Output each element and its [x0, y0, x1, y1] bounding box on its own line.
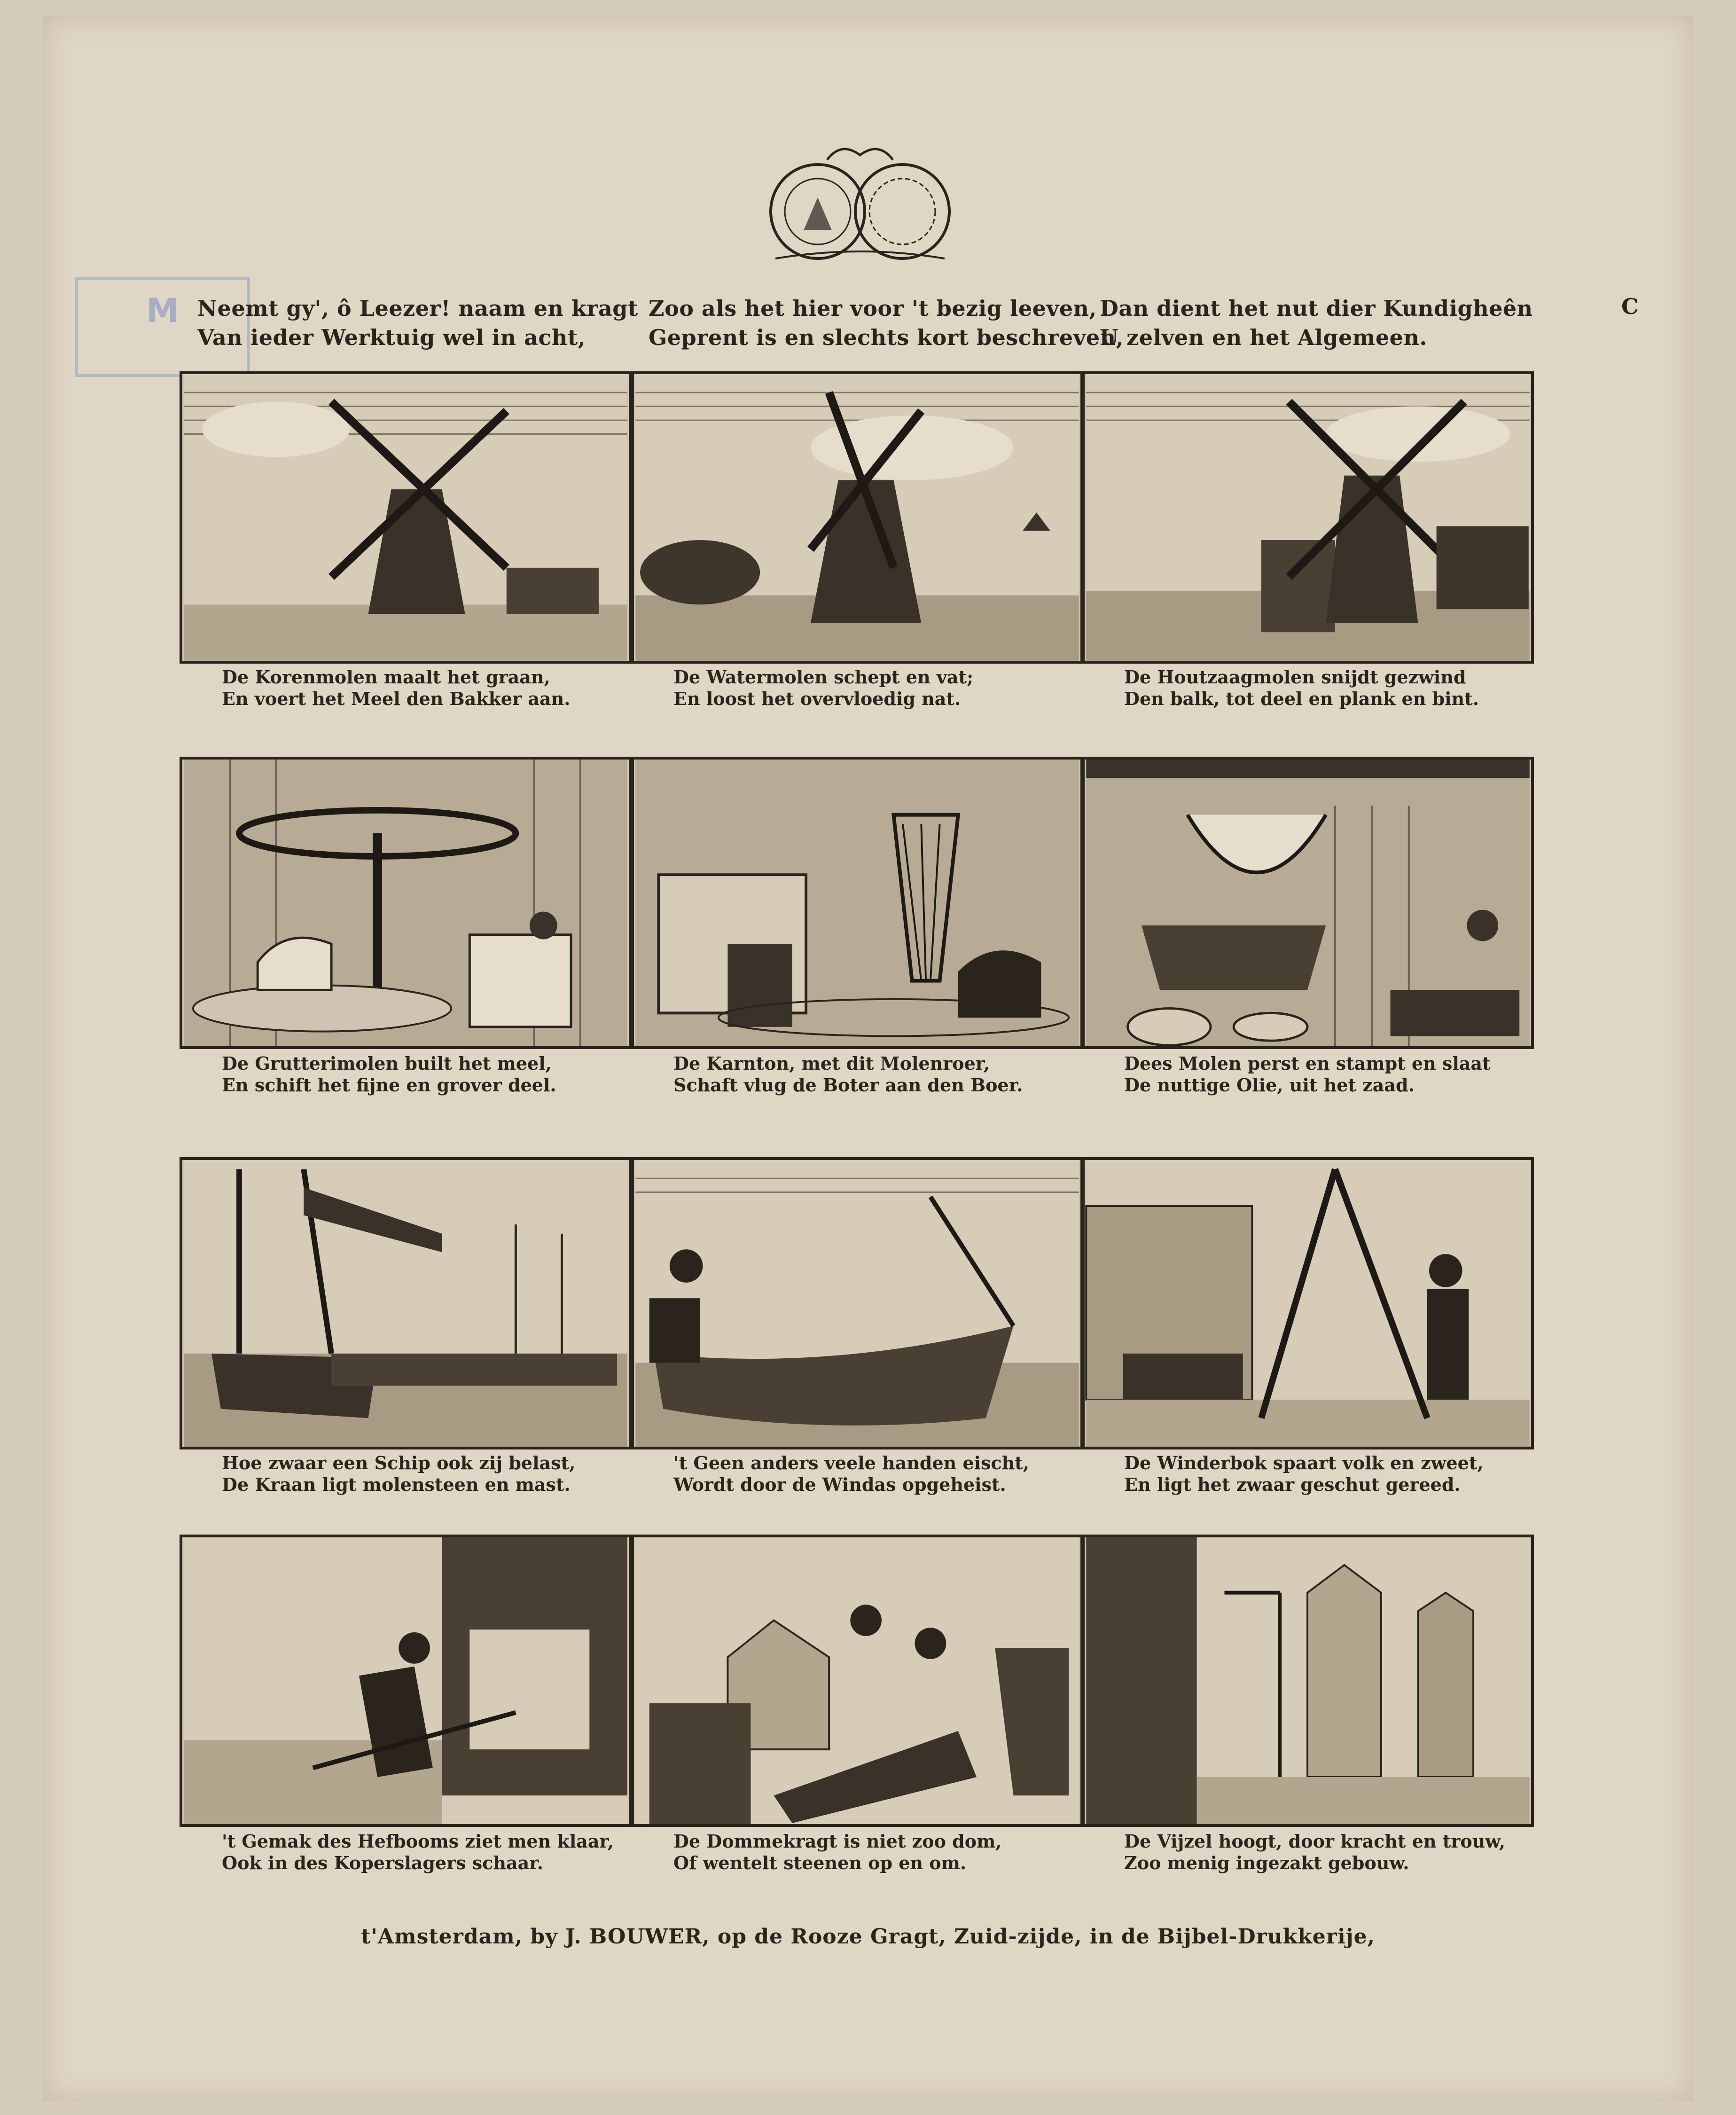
intro-verse-line: Geprent is en slechts kort beschreven,: [649, 325, 1124, 350]
caption-line: 't Geen anders veele handen eischt,: [673, 1452, 1030, 1473]
caption-karnton: [631, 1053, 1083, 1096]
caption-line: De Winderbok spaart volk en zweet,: [1124, 1452, 1484, 1473]
caption-windas: [631, 1452, 1083, 1496]
windlass-icon: [634, 1160, 1080, 1447]
caption-line: De Houtzaagmolen snijdt gezwind: [1124, 666, 1466, 688]
caption-grutterimolen: [180, 1053, 632, 1096]
caption-line: Dees Molen perst en stampt en slaat: [1124, 1053, 1491, 1074]
intro-verse-2: [649, 294, 1124, 352]
caption-line: Wordt door de Windas opgeheist.: [673, 1474, 1006, 1495]
horse-mill-icon: [182, 760, 629, 1046]
jack-icon: [634, 1537, 1080, 1824]
caption-line: De nuttige Olie, uit het zaad.: [1124, 1074, 1415, 1096]
caption-line: Schaft vlug de Boter aan den Boer.: [673, 1074, 1023, 1096]
caption-line: Hoe zwaar een Schip ook zij belast,: [222, 1452, 576, 1473]
panel-hefboom: [180, 1535, 632, 1827]
intro-verse-line: Van ieder Werktuig wel in acht,: [197, 325, 586, 350]
caption-line: De Korenmolen maalt het graan,: [222, 666, 550, 688]
caption-line: Ook in des Koperslagers schaar.: [222, 1852, 543, 1873]
caption-korenmolen: [180, 666, 632, 710]
society-emblem: [747, 141, 973, 268]
gin-icon: [1085, 1160, 1531, 1447]
caption-dommekragt: [631, 1831, 1083, 1874]
caption-line: De Karnton, met dit Molenroer,: [673, 1053, 990, 1074]
panel-dommekragt: [631, 1535, 1083, 1827]
panel-karnton: [631, 757, 1083, 1049]
intro-verse-line: U zelven en het Algemeen.: [1100, 325, 1427, 350]
horse-mill-icon: [634, 760, 1080, 1046]
caption-line: De Dommekragt is niet zoo dom,: [673, 1831, 1002, 1852]
caption-oliemolen: [1082, 1053, 1534, 1096]
lever-icon: [182, 1537, 629, 1824]
caption-line: De Vijzel hoogt, door kracht en trouw,: [1124, 1831, 1506, 1852]
oil-mill-icon: [1085, 760, 1531, 1046]
caption-hefboom: [180, 1831, 632, 1874]
caption-line: En voert het Meel den Bakker aan.: [222, 688, 571, 709]
caption-line: Zoo menig ingezakt gebouw.: [1124, 1852, 1409, 1873]
panel-oliemolen: [1082, 757, 1534, 1049]
caption-line: En ligt het zwaar geschut gereed.: [1124, 1474, 1461, 1495]
collection-stamp: M: [75, 277, 250, 377]
caption-line: 't Gemak des Hefbooms ziet men klaar,: [222, 1831, 614, 1852]
intro-verse-line: Neemt gy', ô Leezer! naam en kragt: [197, 296, 638, 321]
panel-houtzaagmolen: [1082, 371, 1534, 664]
caption-line: De Watermolen schept en vat;: [673, 666, 974, 688]
intro-verse-1: [197, 294, 638, 352]
caption-line: En loost het overvloedig nat.: [673, 688, 961, 709]
panel-korenmolen: [180, 371, 632, 664]
windmill-icon: [182, 374, 629, 661]
panel-vijzel: [1082, 1535, 1534, 1827]
caption-line: Den balk, tot deel en plank en bint.: [1124, 688, 1479, 709]
intro-verse-line: Zoo als het hier voor 't bezig leeven,: [649, 296, 1097, 321]
panel-windas: [631, 1157, 1083, 1449]
screw-jack-icon: [1085, 1537, 1531, 1824]
caption-vijzel: [1082, 1831, 1534, 1874]
panel-kraan: [180, 1157, 632, 1449]
panel-grutterimolen: [180, 757, 632, 1049]
caption-line: De Grutterimolen built het meel,: [222, 1053, 552, 1074]
publisher-imprint: t'Amsterdam, by J. BOUWER, op de Rooze Gragt, Zuid-zijde, in de Bijbel-Drukkerije,: [361, 1925, 1375, 1949]
intro-verse-3: [1100, 294, 1533, 352]
caption-kraan: [180, 1452, 632, 1496]
intro-mark: C: [1621, 294, 1639, 319]
intro-verse-line: Dan dient het nut dier Kundigheên: [1100, 296, 1533, 321]
caption-line: Of wentelt steenen op en om.: [673, 1852, 967, 1873]
windmill-icon: [634, 374, 1080, 661]
panel-winderbok: [1082, 1157, 1534, 1449]
panel-watermolen: [631, 371, 1083, 664]
crane-icon: [182, 1160, 629, 1447]
caption-houtzaagmolen: [1082, 666, 1534, 710]
caption-winderbok: [1082, 1452, 1534, 1496]
windmill-icon: [1085, 374, 1531, 661]
caption-watermolen: [631, 666, 1083, 710]
caption-line: De Kraan ligt molensteen en mast.: [222, 1474, 571, 1495]
caption-line: En schift het fijne en grover deel.: [222, 1074, 556, 1096]
